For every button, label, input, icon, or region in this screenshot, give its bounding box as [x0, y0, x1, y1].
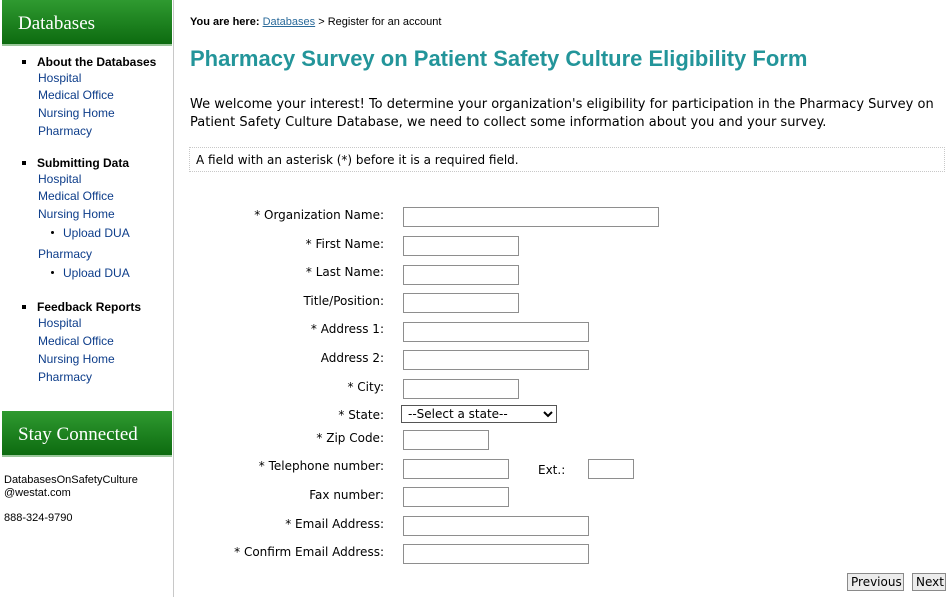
breadcrumb-current: Register for an account [327, 16, 442, 28]
about-pharmacy-link[interactable]: Pharmacy [38, 124, 93, 138]
section-about-databases[interactable]: About the Databases [22, 55, 156, 69]
extension-label: Ext.: [538, 463, 566, 477]
contact-email-link[interactable] [4, 474, 138, 500]
databases-header-label: Databases [18, 13, 96, 34]
feedback-pharmacy-link[interactable]: Pharmacy [38, 370, 93, 384]
sidebar [0, 0, 174, 597]
breadcrumb-prefix: You are here: [190, 16, 260, 28]
address1-label: * Address 1: [310, 322, 384, 336]
fax-input[interactable] [403, 487, 509, 507]
city-input[interactable] [403, 379, 519, 399]
breadcrumb-separator: > [318, 16, 325, 28]
breadcrumb [190, 16, 441, 28]
about-nursing-home-link[interactable]: Nursing Home [38, 106, 115, 120]
bullet-icon [51, 271, 54, 274]
contact-phone: 888-324-9790 [4, 512, 73, 524]
contact-email-line1: DatabasesOnSafetyCulture [4, 474, 138, 486]
section-submitting-data[interactable]: Submitting Data [22, 156, 129, 170]
address1-input[interactable] [403, 322, 589, 342]
section-feedback-reports[interactable]: Feedback Reports [22, 300, 141, 314]
zip-code-label: * Zip Code: [316, 431, 384, 445]
address2-input[interactable] [403, 350, 589, 370]
org-name-input[interactable] [403, 207, 659, 227]
title-position-label: Title/Position: [303, 294, 384, 308]
bullet-icon [51, 231, 54, 234]
fax-label: Fax number: [309, 488, 384, 502]
contact-email-line2: @westat.com [4, 487, 71, 499]
city-label: * City: [347, 380, 384, 394]
databases-header [2, 0, 172, 46]
last-name-input[interactable] [403, 265, 519, 285]
submit-nursing-home-link[interactable]: Nursing Home [38, 207, 115, 221]
email-label: * Email Address: [285, 517, 384, 531]
feedback-nursing-home-link[interactable]: Nursing Home [38, 352, 115, 366]
intro-text: We welcome your interest! To determine your organization's eligibility for participation in the Pharmacy Survey on Patient Safety Culture Database, we need to collect some information about you and your survey. [190, 97, 934, 130]
telephone-label: * Telephone number: [258, 459, 384, 473]
required-field-note: A field with an asterisk (*) before it is a required field. [189, 147, 945, 172]
submit-medical-office-link[interactable]: Medical Office [38, 189, 114, 203]
zip-code-input[interactable] [403, 430, 489, 450]
email-input[interactable] [403, 516, 589, 536]
first-name-label: * First Name: [305, 237, 384, 251]
telephone-input[interactable] [403, 459, 509, 479]
about-medical-office-link[interactable]: Medical Office [38, 88, 114, 102]
title-position-input[interactable] [403, 293, 519, 313]
feedback-medical-office-link[interactable]: Medical Office [38, 334, 114, 348]
pharmacy-upload-dua-link[interactable]: Upload DUA [63, 266, 130, 280]
confirm-email-label: * Confirm Email Address: [234, 545, 384, 559]
address2-label: Address 2: [320, 351, 384, 365]
breadcrumb-databases-link[interactable]: Databases [262, 16, 316, 28]
last-name-label: * Last Name: [305, 265, 384, 279]
nursing-home-upload-dua-link[interactable]: Upload DUA [63, 226, 130, 240]
org-name-label: * Organization Name: [254, 208, 384, 222]
about-hospital-link[interactable]: Hospital [38, 71, 82, 85]
stay-connected-header [2, 411, 172, 457]
stay-connected-label: Stay Connected [18, 424, 138, 445]
next-button[interactable]: Next [912, 573, 946, 591]
submit-pharmacy-link[interactable]: Pharmacy [38, 247, 93, 261]
previous-button[interactable]: Previous [847, 573, 904, 591]
first-name-input[interactable] [403, 236, 519, 256]
feedback-hospital-link[interactable]: Hospital [38, 316, 82, 330]
confirm-email-input[interactable] [403, 544, 589, 564]
extension-input[interactable] [588, 459, 634, 479]
page-title: Pharmacy Survey on Patient Safety Culture Eligibility Form [190, 46, 808, 71]
submit-hospital-link[interactable]: Hospital [38, 172, 82, 186]
state-label: * State: [338, 408, 384, 422]
state-select[interactable] [401, 405, 557, 423]
